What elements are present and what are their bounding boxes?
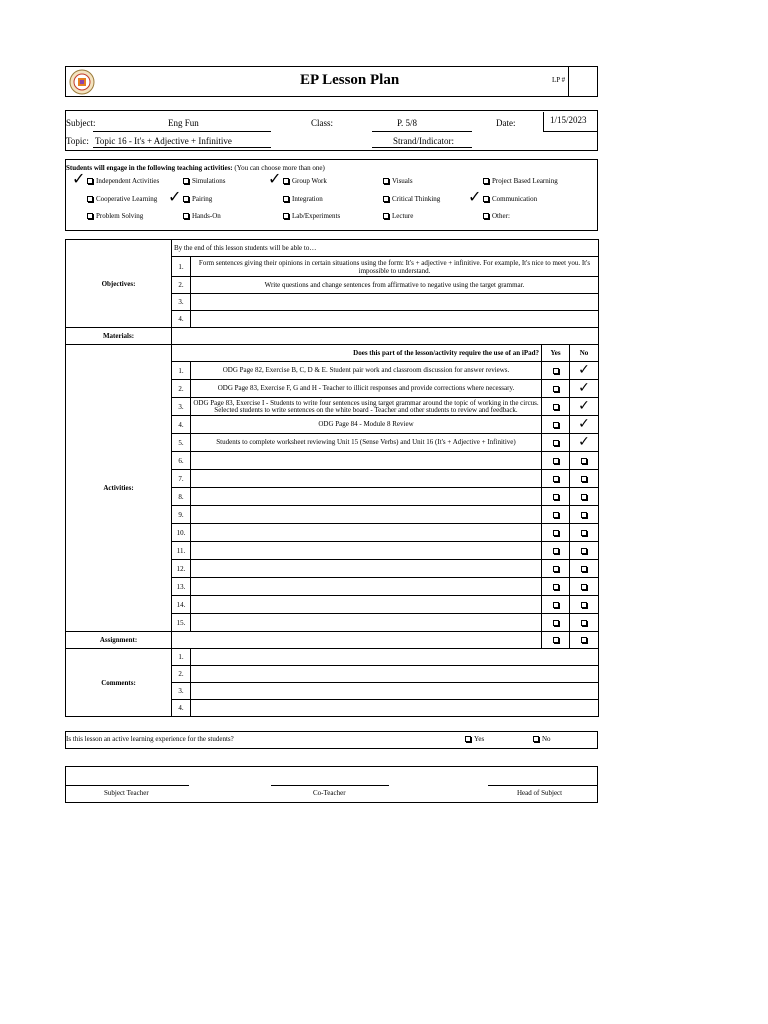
checkbox-icon[interactable]: [581, 637, 587, 643]
objective-number: 4.: [172, 311, 191, 328]
ipad-yes-checkbox[interactable]: [542, 362, 570, 380]
ipad-no-checkbox[interactable]: [570, 362, 599, 380]
activity-number: 13.: [172, 578, 191, 596]
subject-label: Subject:: [66, 118, 96, 128]
ipad-no-checkbox[interactable]: [570, 632, 599, 649]
activity-number: 5.: [172, 434, 191, 452]
checkbox-icon[interactable]: [553, 620, 559, 626]
checkbox-icon[interactable]: [581, 566, 587, 572]
activity-text[interactable]: [191, 470, 542, 488]
checkbox-icon[interactable]: [581, 620, 587, 626]
ipad-no-checkbox[interactable]: [570, 578, 599, 596]
objectives-intro: By the end of this lesson students will be able to…: [172, 240, 599, 257]
activity-number: 15.: [172, 614, 191, 632]
no-column-header: No: [570, 345, 599, 362]
activity-option[interactable]: Integration: [283, 195, 323, 203]
activity-number: 12.: [172, 560, 191, 578]
active-learning-no[interactable]: No: [533, 735, 551, 743]
checkbox-icon[interactable]: [553, 476, 559, 482]
checkmark-icon: ✓: [468, 187, 482, 206]
comment-field[interactable]: [191, 649, 599, 666]
topic-value[interactable]: Topic 16 - It's + Adjective + Infinitive: [95, 136, 232, 146]
checkbox-icon: [465, 736, 471, 742]
checkbox-icon: [87, 213, 93, 219]
activity-option[interactable]: Lecture: [383, 212, 413, 220]
comment-number: 1.: [172, 649, 191, 666]
objective-text[interactable]: [191, 311, 599, 328]
ipad-yes-checkbox[interactable]: [542, 578, 570, 596]
objectives-label: Objectives:: [66, 240, 172, 328]
activity-option[interactable]: Other:: [483, 212, 510, 220]
activity-option[interactable]: Group Work: [283, 177, 327, 185]
ipad-no-checkbox[interactable]: [570, 596, 599, 614]
date-label: Date:: [496, 118, 516, 128]
ipad-yes-checkbox[interactable]: [542, 506, 570, 524]
activity-option[interactable]: Pairing: [183, 195, 212, 203]
comments-label: Comments:: [66, 649, 172, 717]
checkbox-icon[interactable]: [553, 548, 559, 554]
checkmark-icon: ✓: [578, 434, 590, 450]
checkmark-icon: ✓: [578, 380, 590, 396]
assignment-label: Assignment:: [66, 632, 172, 649]
activity-text[interactable]: [191, 560, 542, 578]
objective-number: 1.: [172, 257, 191, 277]
class-value[interactable]: P. 5/8: [397, 118, 418, 128]
checkbox-icon: [383, 213, 389, 219]
activity-option[interactable]: Problem Solving: [87, 212, 143, 220]
materials-label: Materials:: [66, 328, 172, 345]
checkbox-icon[interactable]: [553, 458, 559, 464]
materials-field[interactable]: [172, 328, 599, 345]
ipad-no-checkbox[interactable]: [570, 434, 599, 452]
checkbox-icon: [483, 196, 489, 202]
checkbox-icon: [183, 213, 189, 219]
activity-text[interactable]: ODG Page 83, Exercise F, G and H - Teacher to illicit responses and provide corrections where necessary.: [191, 380, 542, 398]
activity-number: 7.: [172, 470, 191, 488]
objective-number: 3.: [172, 294, 191, 311]
activity-option[interactable]: Visuals: [383, 177, 413, 185]
subject-value[interactable]: Eng Fun: [168, 118, 199, 128]
activity-text[interactable]: ODG Page 82, Exercise B, C, D & E. Student pair work and classroom discussion for answer reviews.: [191, 362, 542, 380]
checkbox-icon: [283, 178, 289, 184]
ipad-no-checkbox[interactable]: [570, 560, 599, 578]
ipad-yes-checkbox[interactable]: [542, 542, 570, 560]
checkbox-icon[interactable]: [553, 637, 559, 643]
checkbox-icon[interactable]: [581, 476, 587, 482]
ipad-yes-checkbox[interactable]: [542, 452, 570, 470]
activity-text[interactable]: ODG Page 83, Exercise I - Students to write four sentences using target grammar around the topic of working in the circus. Selected students to write sentences on the white board - Teacher and other students to review and feedback.: [191, 398, 542, 416]
checkbox-icon[interactable]: [553, 440, 559, 446]
checkbox-icon: [383, 196, 389, 202]
activity-text[interactable]: [191, 596, 542, 614]
activity-option[interactable]: Simulations: [183, 177, 225, 185]
activity-number: 6.: [172, 452, 191, 470]
subject-teacher-label: Subject Teacher: [104, 789, 149, 797]
checkbox-icon[interactable]: [581, 494, 587, 500]
checkbox-icon[interactable]: [553, 584, 559, 590]
ipad-no-checkbox[interactable]: [570, 470, 599, 488]
objective-text[interactable]: Form sentences giving their opinions in certain situations using the form: It's + adjective + infinitive. For example, It's nice to meet you. It's impossible to understand.: [191, 257, 599, 277]
objective-text[interactable]: [191, 294, 599, 311]
activity-text[interactable]: [191, 452, 542, 470]
checkbox-icon[interactable]: [553, 512, 559, 518]
ipad-no-checkbox[interactable]: [570, 614, 599, 632]
checkbox-icon[interactable]: [553, 404, 559, 410]
teaching-activities-intro: Students will engage in the following teaching activities: (You can choose more than one): [66, 164, 325, 172]
activity-text[interactable]: Students to complete worksheet reviewing Unit 15 (Sense Verbs) and Unit 16 (It's + Adjective + Infinitive): [191, 434, 542, 452]
checkbox-icon[interactable]: [581, 584, 587, 590]
activity-text[interactable]: [191, 542, 542, 560]
activity-option[interactable]: Lab/Experiments: [283, 212, 340, 220]
checkbox-icon: [283, 213, 289, 219]
activity-text[interactable]: [191, 578, 542, 596]
checkmark-icon: ✓: [268, 169, 282, 188]
activity-number: 10.: [172, 524, 191, 542]
checkbox-icon[interactable]: [553, 386, 559, 392]
activity-text[interactable]: [191, 506, 542, 524]
ipad-yes-checkbox[interactable]: [542, 416, 570, 434]
ipad-yes-checkbox[interactable]: [542, 398, 570, 416]
activity-number: 3.: [172, 398, 191, 416]
activity-option[interactable]: Hands-On: [183, 212, 221, 220]
checkmark-icon: ✓: [578, 362, 590, 378]
checkbox-icon: [87, 178, 93, 184]
activity-option[interactable]: Independent Activities: [87, 177, 159, 185]
checkbox-icon: [183, 196, 189, 202]
comment-field[interactable]: [191, 666, 599, 683]
checkmark-icon: ✓: [168, 187, 182, 206]
checkbox-icon[interactable]: [553, 494, 559, 500]
comment-field[interactable]: [191, 683, 599, 700]
ipad-no-checkbox[interactable]: [570, 488, 599, 506]
ipad-yes-checkbox[interactable]: [542, 434, 570, 452]
activity-text[interactable]: [191, 524, 542, 542]
ipad-no-checkbox[interactable]: [570, 542, 599, 560]
page-title: EP Lesson Plan: [300, 72, 400, 88]
assignment-field[interactable]: [172, 632, 542, 649]
objective-text[interactable]: Write questions and change sentences from affirmative to negative using the target grammar.: [191, 277, 599, 294]
checkbox-icon[interactable]: [581, 602, 587, 608]
activity-option[interactable]: Project Based Learning: [483, 177, 558, 185]
checkbox-icon[interactable]: [553, 422, 559, 428]
checkbox-icon: [483, 178, 489, 184]
checkbox-icon[interactable]: [581, 548, 587, 554]
ipad-yes-checkbox[interactable]: [542, 632, 570, 649]
activity-option[interactable]: Cooperative Learning: [87, 195, 157, 203]
checkmark-icon: ✓: [578, 416, 590, 432]
comment-number: 2.: [172, 666, 191, 683]
ipad-yes-checkbox[interactable]: [542, 470, 570, 488]
checkbox-icon[interactable]: [553, 566, 559, 572]
ipad-no-checkbox[interactable]: [570, 380, 599, 398]
activity-number: 11.: [172, 542, 191, 560]
checkmark-icon: ✓: [72, 169, 86, 188]
comment-field[interactable]: [191, 700, 599, 717]
lp-number-label: LP #: [552, 76, 566, 84]
checkbox-icon: [87, 196, 93, 202]
lesson-grid: [65, 239, 599, 717]
activity-number: 4.: [172, 416, 191, 434]
comment-number: 3.: [172, 683, 191, 700]
yes-column-header: Yes: [542, 345, 570, 362]
ipad-yes-checkbox[interactable]: [542, 380, 570, 398]
activity-text[interactable]: [191, 488, 542, 506]
checkbox-icon[interactable]: [581, 530, 587, 536]
active-learning-yes[interactable]: Yes: [465, 735, 484, 743]
checkbox-icon[interactable]: [553, 602, 559, 608]
ipad-yes-checkbox[interactable]: [542, 524, 570, 542]
ipad-yes-checkbox[interactable]: [542, 596, 570, 614]
ipad-yes-checkbox[interactable]: [542, 614, 570, 632]
checkbox-icon: [483, 213, 489, 219]
co-teacher-label: Co-Teacher: [313, 789, 346, 797]
checkbox-icon: [383, 178, 389, 184]
activity-number: 8.: [172, 488, 191, 506]
ipad-no-checkbox[interactable]: [570, 524, 599, 542]
checkbox-icon[interactable]: [581, 458, 587, 464]
comment-number: 4.: [172, 700, 191, 717]
checkbox-icon[interactable]: [581, 512, 587, 518]
activity-number: 14.: [172, 596, 191, 614]
school-logo: [69, 69, 95, 95]
activity-text[interactable]: ODG Page 84 - Module 8 Review: [191, 416, 542, 434]
ipad-yes-checkbox[interactable]: [542, 488, 570, 506]
ipad-no-checkbox[interactable]: [570, 398, 599, 416]
checkbox-icon: [533, 736, 539, 742]
ipad-question: Does this part of the lesson/activity require the use of an iPad?: [172, 345, 542, 362]
ipad-no-checkbox[interactable]: [570, 452, 599, 470]
activity-number: 2.: [172, 380, 191, 398]
checkbox-icon: [283, 196, 289, 202]
topic-label: Topic:: [66, 136, 89, 146]
activities-label: Activities:: [66, 345, 172, 632]
ipad-yes-checkbox[interactable]: [542, 560, 570, 578]
checkbox-icon[interactable]: [553, 368, 559, 374]
activity-option[interactable]: Critical Thinking: [383, 195, 440, 203]
activity-option[interactable]: Communication: [483, 195, 537, 203]
objective-number: 2.: [172, 277, 191, 294]
checkbox-icon[interactable]: [553, 530, 559, 536]
checkmark-icon: ✓: [578, 398, 590, 414]
activity-number: 1.: [172, 362, 191, 380]
activity-text[interactable]: [191, 614, 542, 632]
ipad-no-checkbox[interactable]: [570, 506, 599, 524]
date-value[interactable]: 1/15/2023: [550, 115, 587, 125]
class-label: Class:: [311, 118, 334, 128]
activity-number: 9.: [172, 506, 191, 524]
strand-label: Strand/Indicator:: [393, 136, 454, 146]
ipad-no-checkbox[interactable]: [570, 416, 599, 434]
head-of-subject-label: Head of Subject: [517, 789, 563, 797]
active-learning-question: Is this lesson an active learning experience for the students?: [66, 735, 234, 743]
checkbox-icon: [183, 178, 189, 184]
